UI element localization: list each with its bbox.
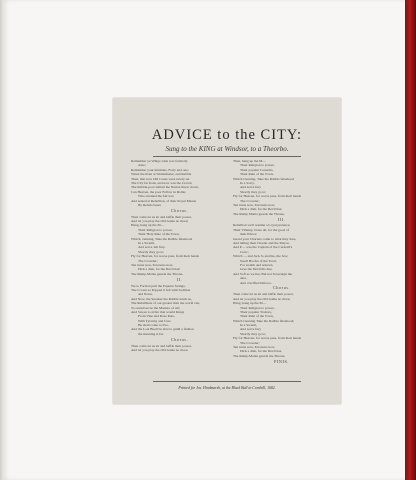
imprint: Printed for Jos. Hindmarsh, at the Black Bull in Cornhill, 1682. (178, 386, 276, 390)
title-rule (153, 156, 301, 157)
verse-line: Fly for Heaven, for worse pass, from their hands (233, 336, 302, 341)
verse-line: their Prince; (240, 232, 258, 237)
page-edge (0, 0, 4, 480)
verse-line: The Crowder; (138, 258, 158, 263)
verse-line: Shortly they go to; (240, 189, 267, 194)
verse-line: Ten turns now, Ten turns now, (233, 202, 276, 207)
verse-line: And telling their Charter and the Mayor, (233, 241, 290, 246)
verse-line: In a Swarm, (240, 323, 258, 328)
broadside-sheet (113, 98, 341, 404)
verse-line: And P— was the Captain of the Cuckold's (233, 245, 293, 250)
verse-line: Which Cunning, Take the Rabble falsehood (233, 176, 295, 181)
verse-line: Their Villainy, brave all, for the good of (233, 227, 289, 232)
verse-line: And crucified him too. (240, 280, 272, 285)
verse-line: The Rebellions of our greater than the world can, (131, 301, 200, 306)
verse-line: The City far from, and now was the Crown; (131, 180, 193, 185)
verse-line: Their Rule of the Town, (240, 314, 274, 319)
verse-line: Dick a dish, for the Devil has; (240, 207, 283, 212)
verse-line: Guard your Charters come to what they dare, (233, 236, 297, 241)
verse-line: From Vine and Rose Rats, (138, 314, 175, 319)
verse-line: Their Religion to power, (240, 163, 275, 168)
verse-line: Swell Hoofer of the Town (240, 258, 277, 263)
verse-heading: III. (277, 217, 286, 222)
verse-line: For wealth and renown, (240, 262, 274, 267)
verse-line: The Rump-Mania guards the Throne. (131, 271, 184, 276)
verse-line: Their Religion to power, (240, 305, 275, 310)
verse-line: We to Faction pull the Popular Strings, (131, 283, 186, 288)
verse-line: Which — and Jack Jo and the, the Jew; (233, 254, 289, 259)
verse-column-left (131, 159, 228, 352)
verse-line: Shortly they go to; (138, 249, 165, 254)
verse-column-right (233, 159, 330, 366)
verse-line: Then, hang up the M— (233, 159, 266, 163)
verse-line: Their Holy Rule of the Town, (138, 232, 180, 237)
verse-line: Dick a dish, for the Devil has, (240, 349, 282, 354)
verse-heading: Chorus. (272, 286, 291, 291)
verse-line: And let you play the Old Game no more; (233, 296, 291, 301)
verse-line: The Rump-Mania guards the Throne. (233, 353, 286, 358)
verse-line: Which Cunning Take the Rabble falsehood; (233, 318, 295, 323)
verse-line: Then come let us sit and baffle their power, (233, 292, 294, 297)
verse-line: Can Heaven, the poor Fellow in Dollar, (131, 189, 187, 194)
verse-line: The Rabble-poor tumult the Nation threw down, (131, 185, 199, 190)
album-binding (405, 0, 416, 480)
verse-line: And serve fury (240, 185, 261, 190)
verse-line: Then come let us sit and baffle their power, (131, 343, 192, 348)
verse-line: He shall come to live, (138, 323, 169, 328)
verse-line: Rebellion we'll resume a Loyal pretence; (233, 223, 291, 228)
verse-line: With Tyranny and Care (138, 318, 171, 323)
verse-line: By Rebels beset. (138, 202, 162, 207)
verse-line: and Noise, (138, 292, 153, 297)
verse-line: dare, (240, 276, 247, 281)
imprint-rule (153, 381, 301, 382)
verse-line: done; (138, 163, 146, 168)
verse-line: Then, that now Old Cause were newly set (131, 176, 190, 181)
broadside-title: ADVICE to the CITY: (151, 127, 303, 143)
verse-line: Shortly they go to; (240, 331, 267, 336)
verse-line: Ten turns now, Ten turns now, (131, 262, 174, 267)
verse-heading: Chorus. (170, 208, 189, 213)
verse-line: Remember ye Whigs what was formerly (131, 159, 188, 163)
verse-line: Dick a dish, for the Devil has! (138, 267, 181, 272)
verse-line: And Sawes to strive that would Kings (131, 309, 185, 314)
verse-line: And serve 'em fury. (138, 245, 166, 250)
verse-line: And the Lost Buell be shot to guild a fashion (131, 327, 194, 332)
verse-line: Which, cunning, Take the Rabble falsehood (131, 236, 193, 241)
verse-line: The Crowder; (240, 340, 260, 345)
verse-heading: FINIS. (273, 359, 290, 364)
verse-line: Fly for Heaven, for worse pass, from their hands (233, 194, 302, 199)
verse-line: Remember your mutinies, Forty and one; (131, 167, 189, 172)
verse-line: Ten turns now, Ten turns now, (233, 345, 276, 350)
verse-line: And Soft as we list, But not Sovereign the (233, 271, 293, 276)
verse-line: Hang, hang up the M— (131, 223, 165, 228)
verse-line: Fly for Heaven, for worse pass, from their hands (131, 254, 200, 259)
verse-line: Hang, hang up the M— (233, 301, 267, 306)
verse-line: Their Rule of the Town, (240, 172, 274, 177)
verse-line: Their popular Councils, (240, 167, 274, 172)
verse-line: To ourselves be the Masters of wit; (131, 305, 181, 310)
verse-line: In a Sorry, (240, 180, 255, 185)
verse-line: The Rump Mania guards the Throne. (233, 211, 285, 216)
verse-line: Their popular Traitors, (240, 309, 272, 314)
verse-line: The Crown so Popped it felt with Sedition (131, 287, 191, 292)
verse-line: Their Religion to power, (138, 227, 173, 232)
verse-line: When the Rout at Westminster, and Rabble (131, 172, 192, 177)
verse-line: Crew; (240, 249, 249, 254)
verse-line: In a Swarm, (138, 241, 156, 246)
verse-line: Then come let us sit and baffle their power, (131, 214, 192, 219)
verse-line: Give the Devil his due, (240, 267, 273, 272)
broadside-subtitle: Sung to the KING at Windsor, to a Theorbo. (165, 145, 289, 153)
verse-heading: II. (176, 277, 183, 282)
verse-line: Who strained the fair lost (138, 194, 174, 199)
verse-line: And let you play the Old Game no more. (131, 348, 189, 353)
verse-line: And let you play the Old Game no more; (131, 219, 189, 224)
verse-line: And Now, the Speaker the Rabble lends us, (131, 296, 192, 301)
verse-line: the meaning is far. (138, 331, 164, 336)
verse-line: And serve fury (240, 327, 261, 332)
verse-line: The Crowder; (240, 198, 260, 203)
verse-heading: Chorus. (170, 337, 189, 342)
verse-line: And seized at Rebellion, of their Royal Master (131, 198, 197, 203)
